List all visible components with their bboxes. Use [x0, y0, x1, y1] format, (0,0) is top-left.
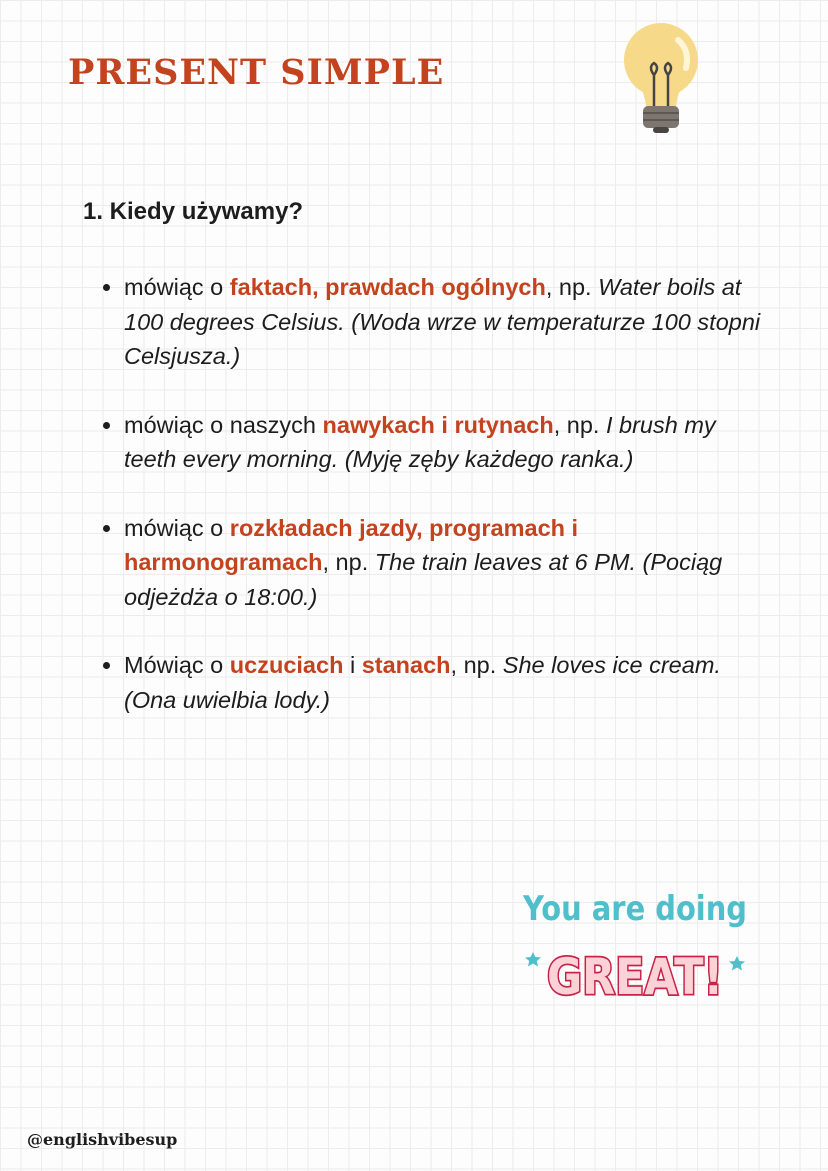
highlight: faktach, prawdach ogólnych: [229, 274, 546, 300]
text: , np.: [450, 652, 503, 678]
text: , np.: [553, 411, 606, 438]
highlight: rozkładach jazdy, programach i harmonogramach: [124, 514, 579, 575]
highlight: uczuciach: [229, 652, 344, 678]
section-heading: 1. Kiedy używamy?: [83, 198, 304, 225]
you-are-doing-great-sticker: [515, 884, 755, 1010]
example: She loves ice cream. (Ona uwielbia lody.): [124, 652, 721, 713]
sticker-line2: GREAT!: [547, 948, 723, 1006]
example: Water boils at 100 degrees Celsius. (Woda wrze w temperaturze 100 stopni Celsjusza.): [124, 274, 761, 369]
text: , np.: [322, 549, 375, 575]
list-item: [124, 648, 764, 717]
list-item: [124, 270, 764, 374]
example: The train leaves at 6 PM. (Pociąg odjeżdża o 18:00.): [124, 549, 723, 610]
text: mówiąc o naszych: [124, 411, 323, 438]
star-icon: [729, 956, 745, 971]
list-item: [124, 408, 764, 477]
text: mówiąc o: [124, 514, 230, 541]
star-icon: [525, 952, 541, 967]
social-handle: @englishvibesup: [27, 1130, 178, 1149]
text: , np.: [545, 274, 599, 300]
usage-list: [98, 270, 764, 751]
lightbulb-icon: [618, 20, 704, 136]
text: Mówiąc o: [124, 652, 230, 678]
text: i: [343, 652, 362, 678]
sticker-line1: You are doing: [522, 889, 747, 929]
highlight: stanach: [361, 652, 451, 678]
list-item: [124, 511, 764, 615]
example: I brush my teeth every morning. (Myję zęby każdego ranka.): [124, 411, 716, 472]
highlight: nawykach i rutynach: [322, 411, 554, 438]
text: mówiąc o: [124, 274, 230, 300]
page-title: PRESENT SIMPLE: [68, 52, 445, 93]
